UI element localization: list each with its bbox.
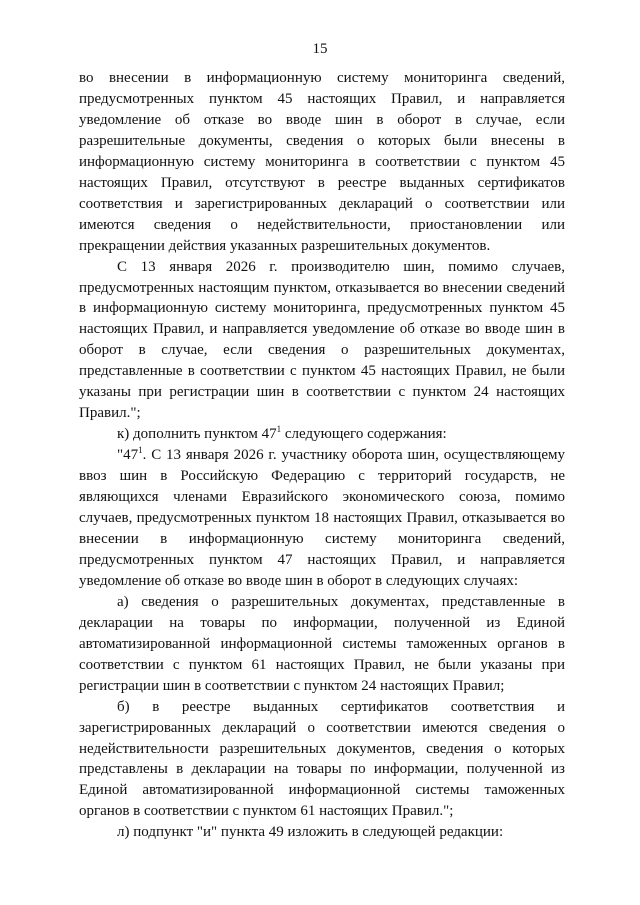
point-47-1-text-before: "47 [117, 447, 139, 464]
paragraph-amendment-l: л) подпункт "и" пункта 49 изложить в следующей редакции: [117, 824, 504, 841]
paragraph-subitem-a: а) сведения о разрешительных документах, представленные в декларации на товары по информации, полученной из Единой автоматизированной информационной системы таможенных органов в соответствии с пунктом 61 настоящих Правил, не были указаны при регистрации шин в соответствии с пунктом 24 настоящих Правил; [79, 593, 565, 694]
page-number: 15 [312, 41, 328, 57]
paragraph-producer-refusal: С 13 января 2026 г. производителю шин, помимо случаев, предусмотренных настоящим пунктом, отказывается во внесении сведений в информационную систему мониторинга, предусмотренных пунктом 45 настоящих Правил, и направляется уведомление об отказе во вводе шин в оборот в случае, если сведения о разрешительных документах, представленные в соответствии с пунктом 45 настоящих Правил, не были указаны при регистрации шин в соответствии с пунктом 24 настоящих Правил."; [79, 258, 565, 422]
amendment-k-text-before: к) дополнить пунктом 47 [117, 426, 277, 443]
paragraph-point-47-1 [79, 445, 565, 592]
paragraph-subitem-b: б) в реестре выданных сертификатов соответствия и зарегистрированных деклараций о соответствии имеются сведения о недействительности разрешительных документов, сведения о которых представлены в декларации на товары по информации, полученной из Единой автоматизированной информационной системы таможенных органов в соответствии с пунктом 61 настоящих Правил."; [79, 698, 565, 820]
point-47-1-superscript: 1 [138, 445, 143, 456]
paragraph-amendment-k [79, 424, 565, 445]
amendment-k-superscript: 1 [276, 424, 282, 435]
document-body [79, 68, 565, 843]
paragraph-continuation: во внесении в информационную систему мониторинга сведений, предусмотренных пунктом 45 настоящих Правил, и направляется уведомление об отказе во вводе шин в оборот в случае, если разрешительные документы, сведения о которых были внесены в информационную систему мониторинга в соответствии с пунктом 45 настоящих Правил, отсутствуют в реестре выданных сертификатов соответствия и зарегистрированных деклараций о соответствии или имеются сведения о недействительности, приостановлении или прекращении действия указанных разрешительных документов. [79, 70, 565, 254]
amendment-k-text-after: следующего содержания: [281, 426, 447, 443]
point-47-1-text-after: . С 13 января 2026 г. участнику оборота шин, осуществляющему ввоз шин в Российскую Федерацию с территорий государств, не являющихся членами Евразийского экономического союза, помимо случаев, предусмотренных пунктом 18 настоящих Правил, отказывается во внесении в информационную систему мониторинга сведений, предусмотренных пунктом 47 настоящих Правил, и направляется уведомление об отказе во вводе шин в оборот в следующих случаях: [79, 447, 565, 589]
